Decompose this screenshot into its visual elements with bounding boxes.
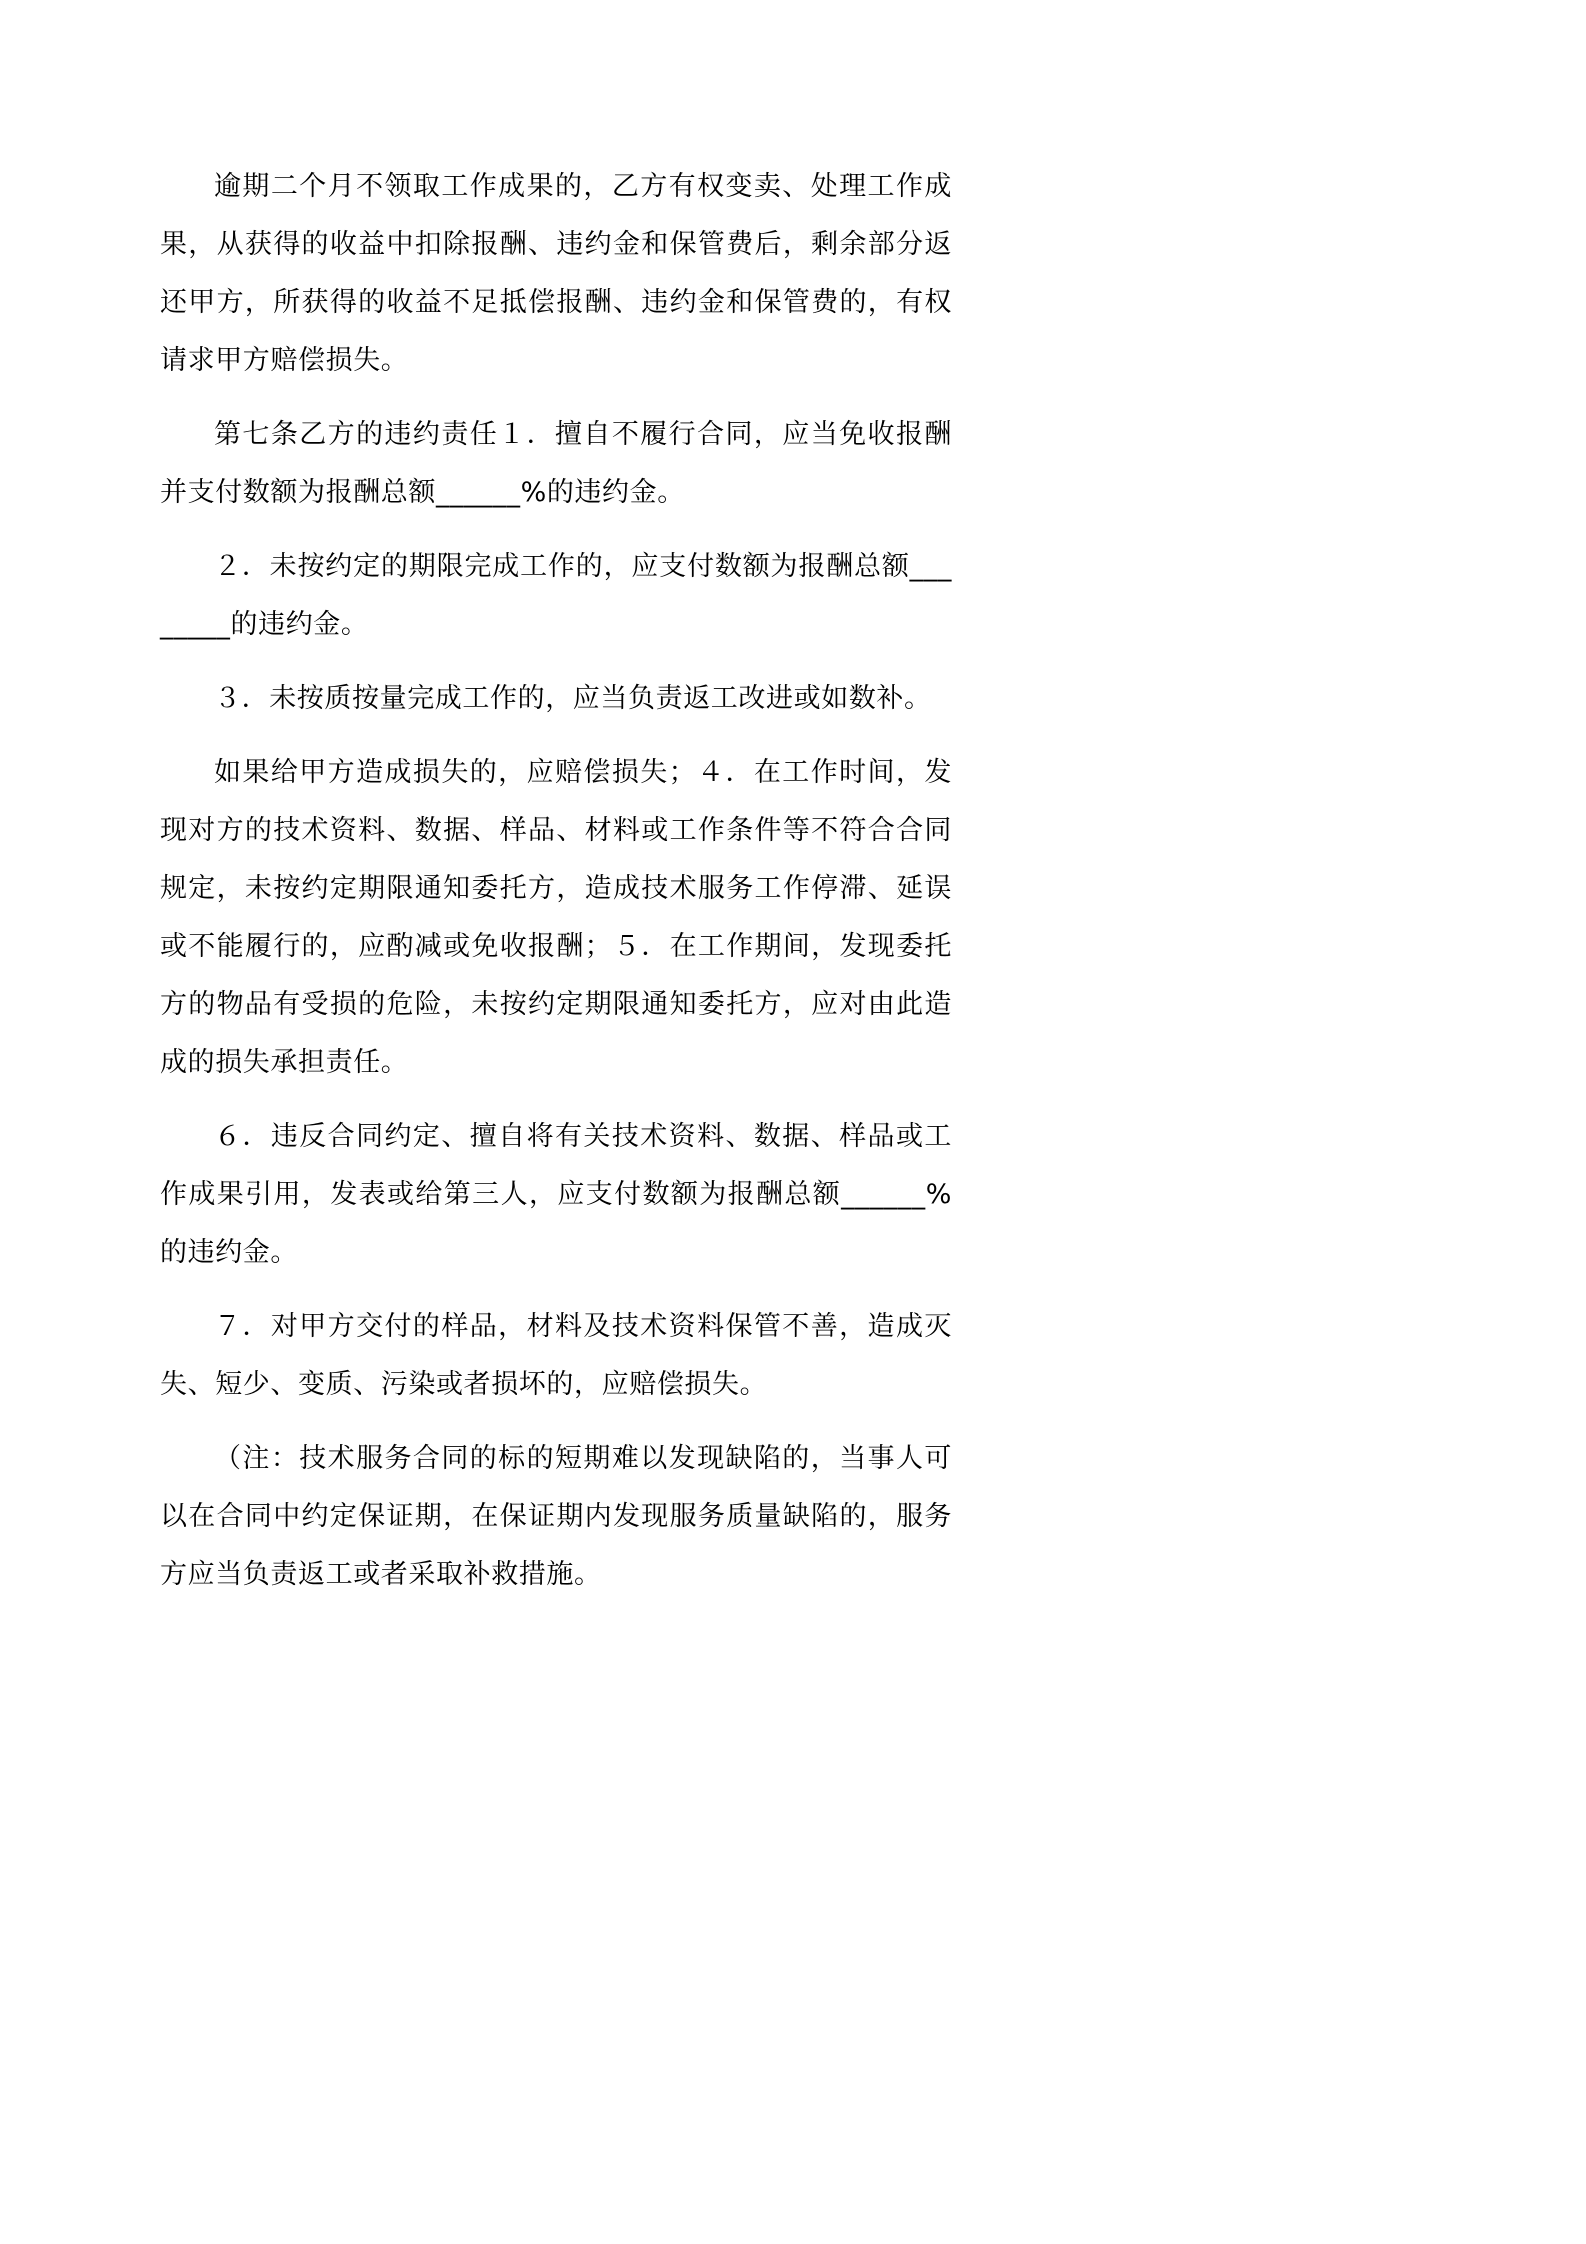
paragraph-clause-6: ６．违反合同约定、擅自将有关技术资料、数据、样品或工作成果引用，发表或给第三人，应支付数额为报酬总额______%的违约金。: [160, 1121, 952, 1268]
paragraph-article-7-clause-1: 第七条乙方的违约责任１．擅自不履行合同，应当免收报酬并支付数额为报酬总额______%的违约金。: [160, 419, 952, 508]
paragraph-clause-7: ７．对甲方交付的样品，材料及技术资料保管不善，造成灭失、短少、变质、污染或者损坏的，应赔偿损失。: [160, 1311, 952, 1400]
paragraph-overdue-collection: 逾期二个月不领取工作成果的，乙方有权变卖、处理工作成果，从获得的收益中扣除报酬、违约金和保管费后，剩余部分返还甲方，所获得的收益不足抵偿报酬、违约金和保管费的，有权请求甲方赔偿损失。: [160, 171, 952, 376]
document-body: [160, 158, 952, 1620]
paragraph-note: （注：技术服务合同的标的短期难以发现缺陷的，当事人可以在合同中约定保证期，在保证期内发现服务质量缺陷的，服务方应当负责返工或者采取补救措施。: [160, 1443, 952, 1590]
paragraph-clauses-4-5: 如果给甲方造成损失的，应赔偿损失；４．在工作时间，发现对方的技术资料、数据、样品、材料或工作条件等不符合合同规定，未按约定期限通知委托方，造成技术服务工作停滞、延误或不能履行的，应酌减或免收报酬；５．在工作期间，发现委托方的物品有受损的危险，未按约定期限通知委托方，应对由此造成的损失承担责任。: [160, 757, 952, 1078]
paragraph-clause-3: ３．未按质按量完成工作的，应当负责返工改进或如数补。: [214, 683, 932, 714]
paragraph-clause-2: ２．未按约定的期限完成工作的，应支付数额为报酬总额________的违约金。: [160, 551, 952, 640]
